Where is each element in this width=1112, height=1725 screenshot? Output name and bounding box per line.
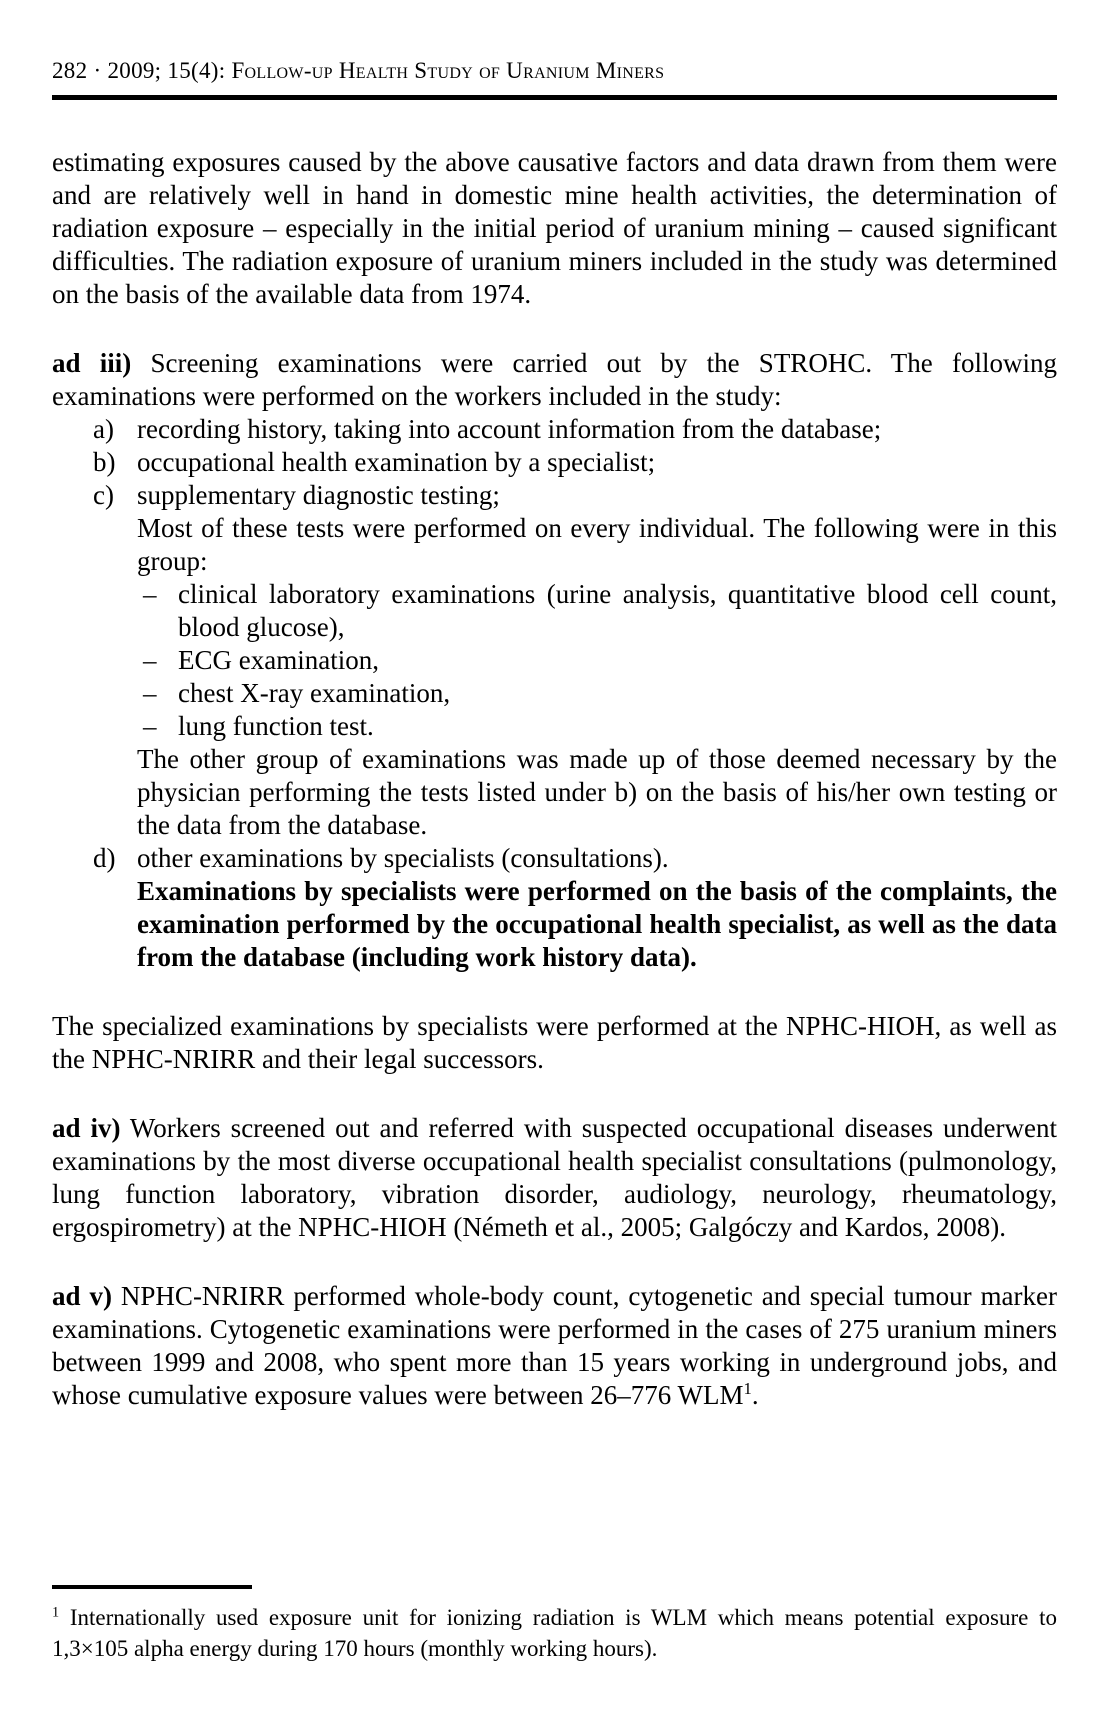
ad-iv-text: Workers screened out and referred with suspected occupational diseases underwent examinations by the most diverse occupational health specialist consultations (pulmonology, lung function laboratory, vibration disorder, audiology, neurology, rheumatology, ergospirometry) at the NPHC-HIOH (Németh et al., 2005; Galgóczy and Kardos, 2008).	[52, 1113, 1057, 1242]
ad-v-text: NPHC-NRIRR performed whole-body count, cytogenetic and special tumour marker examinations. Cytogenetic examinations were performed in the cases of 275 uranium miners between 1999 and 2008, who spent more than 15 years working in underground jobs, and whose cumulative exposure values were between 26–776 WLM	[52, 1281, 1058, 1410]
wlm-footnote-reference: 1	[743, 1379, 752, 1398]
header-citation: 2009; 15(4):	[107, 58, 232, 83]
footnote-marker: 1	[52, 1604, 60, 1621]
dash-marker: –	[143, 711, 157, 741]
page-header	[52, 58, 1057, 84]
dash-item-chest-xray	[52, 677, 1057, 710]
footnote	[52, 1585, 1057, 1664]
footnote-rule	[52, 1585, 252, 1589]
list-item-b	[52, 446, 1057, 479]
ad-v-paragraph	[52, 1280, 1057, 1412]
intro-paragraph: estimating exposures caused by the above causative factors and data drawn from them were and are relatively well in hand in domestic mine health activities, the determination of radiation exposure – especially in the initial period of uranium mining – caused significant difficulties. The radiation exposure of uranium miners included in the study was determined on the basis of the available data from 1974.	[52, 147, 1057, 309]
list-item-b-text: occupational health examination by a specialist;	[137, 447, 656, 477]
footnote-body: Internationally used exposure unit for ionizing radiation is WLM which means potential exposure to 1,3×105 alpha energy during 170 hours (monthly working hours).	[52, 1605, 1057, 1661]
ad-iii-label: ad iii)	[52, 348, 132, 378]
list-marker-a: a)	[93, 414, 114, 444]
specialized-paragraph: The specialized examinations by specialists were performed at the NPHC-HIOH, as well as the NPHC-NRIRR and their legal successors.	[52, 1011, 1057, 1074]
dash-item-text: chest X-ray examination,	[178, 678, 451, 708]
item-d-bold-note: Examinations by specialists were performed on the basis of the complaints, the examination performed by the occupational health specialist, as well as the data from the database (including work history data).	[137, 876, 1057, 972]
list-item-a	[52, 413, 1057, 446]
header-title: Follow-up Health Study of Uranium Miners	[231, 58, 665, 83]
ad-iv-label: ad iv)	[52, 1113, 121, 1143]
item-c-followup: The other group of examinations was made up of those deemed necessary by the physician performing the tests listed under b) on the basis of his/her own testing or the data from the database.	[137, 744, 1057, 840]
dash-item-clinical-lab	[52, 578, 1057, 644]
ad-iv-paragraph	[52, 1112, 1057, 1244]
header-separator: ·	[87, 58, 108, 83]
dash-marker: –	[143, 645, 157, 675]
ad-iii-text: Screening examinations were carried out by the STROHC. The following examinations were performed on the workers included in the study:	[52, 348, 1057, 411]
header-rule	[52, 95, 1057, 100]
list-marker-b: b)	[93, 447, 116, 477]
dash-item-text: lung function test.	[178, 711, 374, 741]
dash-item-ecg	[52, 644, 1057, 677]
list-item-c	[52, 479, 1057, 512]
ad-iii-paragraph	[52, 347, 1057, 413]
dash-item-text: clinical laboratory examinations (urine analysis, quantitative blood cell count, blood glucose),	[178, 579, 1057, 642]
item-c-note: Most of these tests were performed on every individual. The following were in this group:	[137, 513, 1057, 576]
list-marker-d: d)	[93, 843, 116, 873]
list-item-d	[52, 842, 1057, 875]
ad-v-period: .	[751, 1380, 759, 1410]
footnote-text	[52, 1602, 1057, 1664]
list-item-d-text: other examinations by specialists (consultations).	[137, 843, 669, 873]
ad-v-label: ad v)	[52, 1281, 112, 1311]
list-item-a-text: recording history, taking into account information from the database;	[137, 414, 882, 444]
list-item-c-text: supplementary diagnostic testing;	[137, 480, 500, 510]
header-page-number: 282	[52, 58, 88, 83]
dash-item-text: ECG examination,	[178, 645, 379, 675]
dash-marker: –	[143, 579, 157, 609]
dash-marker: –	[143, 678, 157, 708]
dash-item-lung-function	[52, 710, 1057, 743]
list-marker-c: c)	[93, 480, 114, 510]
